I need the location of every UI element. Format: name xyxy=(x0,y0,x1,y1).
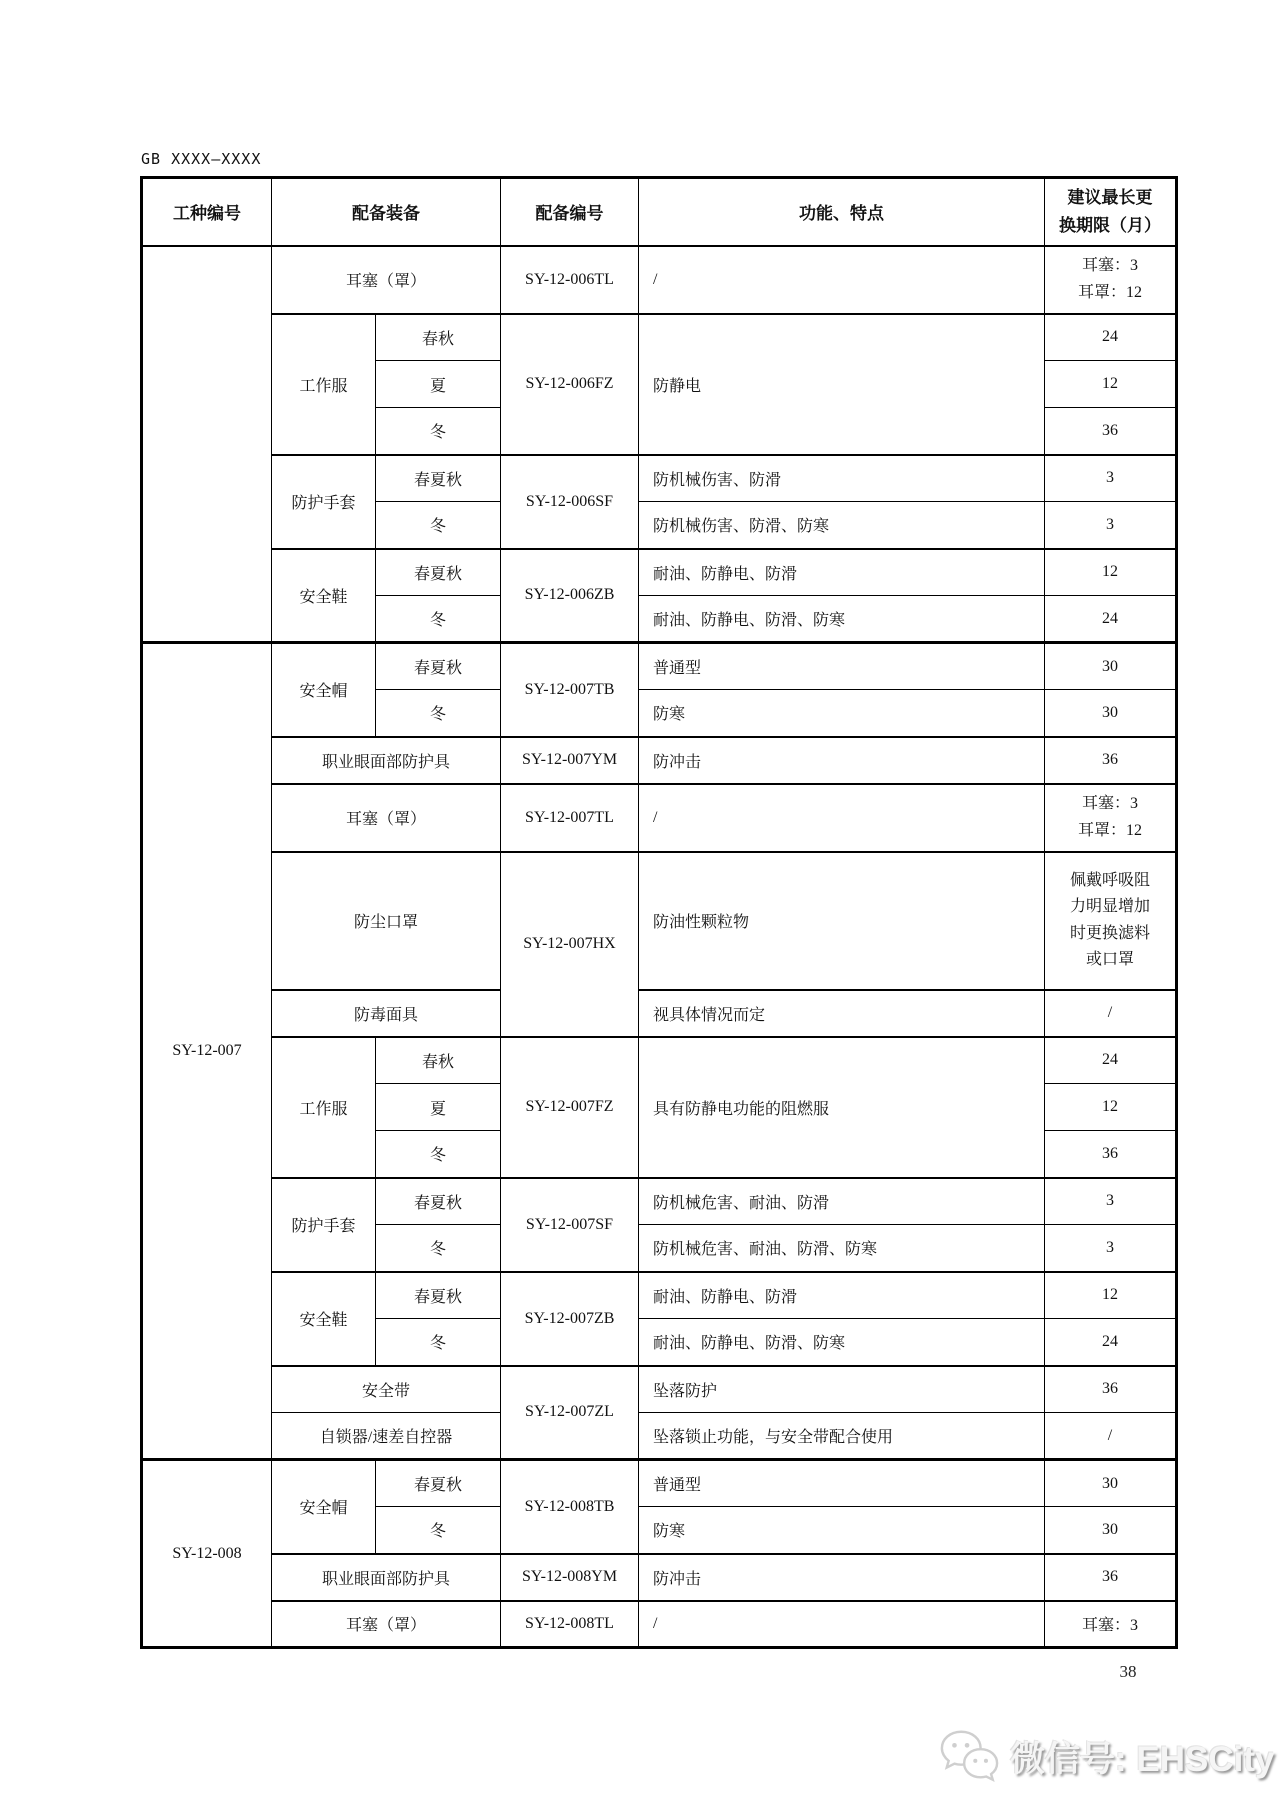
cell-func: 普通型 xyxy=(639,643,1045,690)
table-row xyxy=(142,1037,1177,1084)
cell-code: SY-12-008YM xyxy=(501,1554,639,1601)
cell-func: 防冲击 xyxy=(639,737,1045,784)
cell-func: / xyxy=(639,1601,1045,1648)
cell-func: 防冲击 xyxy=(639,1554,1045,1601)
cell-period xyxy=(1045,852,1177,990)
cell-equip: 耳塞（罩） xyxy=(272,784,501,852)
cell-jobcode-empty xyxy=(142,246,272,643)
cell-code: SY-12-007TB xyxy=(501,643,639,737)
cell-period: 3 xyxy=(1045,1225,1177,1272)
cell-func: 耐油、防静电、防滑、防寒 xyxy=(639,596,1045,643)
table-row xyxy=(142,246,1177,314)
cell-period: 3 xyxy=(1045,1178,1177,1225)
cell-equip-sub: 春秋 xyxy=(376,1037,501,1084)
cell-func: / xyxy=(639,246,1045,314)
cell-period: 30 xyxy=(1045,1460,1177,1507)
cell-equip-sub: 冬 xyxy=(376,1131,501,1178)
cell-period: 30 xyxy=(1045,643,1177,690)
cell-code: SY-12-007TL xyxy=(501,784,639,852)
cell-func: 防机械危害、耐油、防滑、防寒 xyxy=(639,1225,1045,1272)
cell-equip-sub: 春秋 xyxy=(376,314,501,361)
cell-code: SY-12-008TL xyxy=(501,1601,639,1648)
cell-equip-sub: 夏 xyxy=(376,1084,501,1131)
cell-period: 12 xyxy=(1045,361,1177,408)
page-number: 38 xyxy=(1119,1662,1137,1681)
cell-equip-sub: 春夏秋 xyxy=(376,643,501,690)
header-function: 功能、特点 xyxy=(639,178,1045,246)
cell-period: 36 xyxy=(1045,408,1177,455)
header-period xyxy=(1045,178,1177,246)
cell-period: 36 xyxy=(1045,1131,1177,1178)
cell-equip: 耳塞（罩） xyxy=(272,1601,501,1648)
cell-func: 防寒 xyxy=(639,1507,1045,1554)
header-period-line1: 建议最长更 xyxy=(1067,187,1153,207)
cell-period: 3 xyxy=(1045,455,1177,502)
ppe-equipment-table xyxy=(140,176,1178,1649)
cell-func: 耐油、防静电、防滑、防寒 xyxy=(639,1319,1045,1366)
header-period-line2: 换期限（月） xyxy=(1059,215,1161,235)
cell-code: SY-12-007SF xyxy=(501,1178,639,1272)
cell-func: 坠落锁止功能，与安全带配合使用 xyxy=(639,1413,1045,1460)
table-row xyxy=(142,314,1177,361)
cell-func: 普通型 xyxy=(639,1460,1045,1507)
table-row xyxy=(142,784,1177,852)
cell-code: SY-12-006TL xyxy=(501,246,639,314)
cell-equip-sub: 春夏秋 xyxy=(376,1460,501,1507)
cell-code: SY-12-007ZL xyxy=(501,1366,639,1460)
cell-equip-main: 防护手套 xyxy=(272,1178,376,1272)
cell-equip-main: 防护手套 xyxy=(272,455,376,549)
table-row xyxy=(142,1366,1177,1413)
cell-func: 坠落防护 xyxy=(639,1366,1045,1413)
period-line: 力明显增加 xyxy=(1069,898,1150,916)
header-equip-code: 配备编号 xyxy=(501,178,639,246)
cell-equip-sub: 夏 xyxy=(376,361,501,408)
cell-code: SY-12-006FZ xyxy=(501,314,639,455)
watermark xyxy=(938,1722,1275,1792)
cell-code: SY-12-007ZB xyxy=(501,1272,639,1366)
table-header-row xyxy=(142,178,1177,246)
table-row xyxy=(142,1178,1177,1225)
cell-period: 12 xyxy=(1045,1084,1177,1131)
table-row xyxy=(142,737,1177,784)
table-row xyxy=(142,643,1177,690)
cell-period xyxy=(1045,784,1177,852)
cell-period: / xyxy=(1045,1413,1177,1460)
period-line: 时更换滤料 xyxy=(1069,924,1150,942)
cell-code: SY-12-008TB xyxy=(501,1460,639,1554)
period-line: 耳塞：3 xyxy=(1081,795,1138,813)
cell-equip: 防尘口罩 xyxy=(272,852,501,990)
cell-equip-sub: 春夏秋 xyxy=(376,549,501,596)
cell-code: SY-12-007YM xyxy=(501,737,639,784)
cell-equip-sub: 春夏秋 xyxy=(376,1178,501,1225)
cell-func: 耐油、防静电、防滑 xyxy=(639,1272,1045,1319)
cell-func: 防机械伤害、防滑 xyxy=(639,455,1045,502)
cell-equip-sub: 冬 xyxy=(376,408,501,455)
period-line: 或口罩 xyxy=(1085,950,1134,968)
cell-func: 防机械危害、耐油、防滑 xyxy=(639,1178,1045,1225)
period-line: 耳罩：12 xyxy=(1077,821,1142,839)
cell-equip-sub: 春夏秋 xyxy=(376,455,501,502)
cell-equip: 自锁器/速差自控器 xyxy=(272,1413,501,1460)
header-job-code: 工种编号 xyxy=(142,178,272,246)
cell-period: 24 xyxy=(1045,596,1177,643)
header-equipment: 配备装备 xyxy=(272,178,501,246)
cell-equip-main: 安全帽 xyxy=(272,643,376,737)
table-row xyxy=(142,1272,1177,1319)
period-line: 耳罩：12 xyxy=(1077,283,1142,301)
table-row xyxy=(142,1413,1177,1460)
cell-period: 24 xyxy=(1045,1037,1177,1084)
cell-func: 防油性颗粒物 xyxy=(639,852,1045,990)
cell-period: 12 xyxy=(1045,549,1177,596)
cell-jobcode: SY-12-008 xyxy=(142,1460,272,1648)
table-row xyxy=(142,990,1177,1037)
table-row xyxy=(142,852,1177,990)
cell-code: SY-12-006SF xyxy=(501,455,639,549)
cell-func: 防寒 xyxy=(639,690,1045,737)
cell-func: 具有防静电功能的阻燃服 xyxy=(639,1037,1045,1178)
cell-period: 耳塞：3 xyxy=(1045,1601,1177,1648)
cell-period: 36 xyxy=(1045,1554,1177,1601)
cell-equip: 安全带 xyxy=(272,1366,501,1413)
table-row xyxy=(142,1554,1177,1601)
cell-equip-sub: 冬 xyxy=(376,502,501,549)
table-row xyxy=(142,1601,1177,1648)
cell-equip-main: 工作服 xyxy=(272,314,376,455)
cell-equip-sub: 冬 xyxy=(376,690,501,737)
cell-func: 耐油、防静电、防滑 xyxy=(639,549,1045,596)
cell-jobcode: SY-12-007 xyxy=(142,643,272,1460)
cell-period: 12 xyxy=(1045,1272,1177,1319)
cell-func: 防静电 xyxy=(639,314,1045,455)
wechat-icon xyxy=(938,1724,1000,1791)
period-line: 耳塞：3 xyxy=(1081,257,1138,275)
cell-equip-main: 安全帽 xyxy=(272,1460,376,1554)
cell-period: / xyxy=(1045,990,1177,1037)
cell-period: 3 xyxy=(1045,502,1177,549)
cell-equip-sub: 冬 xyxy=(376,1507,501,1554)
cell-func: 视具体情况而定 xyxy=(639,990,1045,1037)
cell-period: 36 xyxy=(1045,737,1177,784)
doc-code-header: GB XXXX—XXXX xyxy=(141,150,262,168)
cell-equip: 职业眼面部防护具 xyxy=(272,737,501,784)
cell-func: 防机械伤害、防滑、防寒 xyxy=(639,502,1045,549)
table-row xyxy=(142,549,1177,596)
watermark-text: 微信号: EHSCity xyxy=(1010,1740,1275,1779)
period-line: 佩戴呼吸阻 xyxy=(1069,871,1150,889)
table-row xyxy=(142,455,1177,502)
cell-period xyxy=(1045,246,1177,314)
cell-period: 24 xyxy=(1045,1319,1177,1366)
cell-equip-sub: 冬 xyxy=(376,1319,501,1366)
cell-code: SY-12-007FZ xyxy=(501,1037,639,1178)
cell-period: 30 xyxy=(1045,690,1177,737)
cell-equip-main: 工作服 xyxy=(272,1037,376,1178)
cell-equip-main: 安全鞋 xyxy=(272,1272,376,1366)
cell-code: SY-12-007HX xyxy=(501,852,639,1037)
cell-period: 24 xyxy=(1045,314,1177,361)
cell-equip: 防毒面具 xyxy=(272,990,501,1037)
cell-func: / xyxy=(639,784,1045,852)
cell-code: SY-12-006ZB xyxy=(501,549,639,643)
cell-equip-sub: 冬 xyxy=(376,596,501,643)
cell-equip-sub: 冬 xyxy=(376,1225,501,1272)
table-row xyxy=(142,1460,1177,1507)
cell-equip: 职业眼面部防护具 xyxy=(272,1554,501,1601)
cell-period: 36 xyxy=(1045,1366,1177,1413)
cell-equip-main: 安全鞋 xyxy=(272,549,376,643)
cell-equip: 耳塞（罩） xyxy=(272,246,501,314)
cell-equip-sub: 春夏秋 xyxy=(376,1272,501,1319)
cell-period: 30 xyxy=(1045,1507,1177,1554)
